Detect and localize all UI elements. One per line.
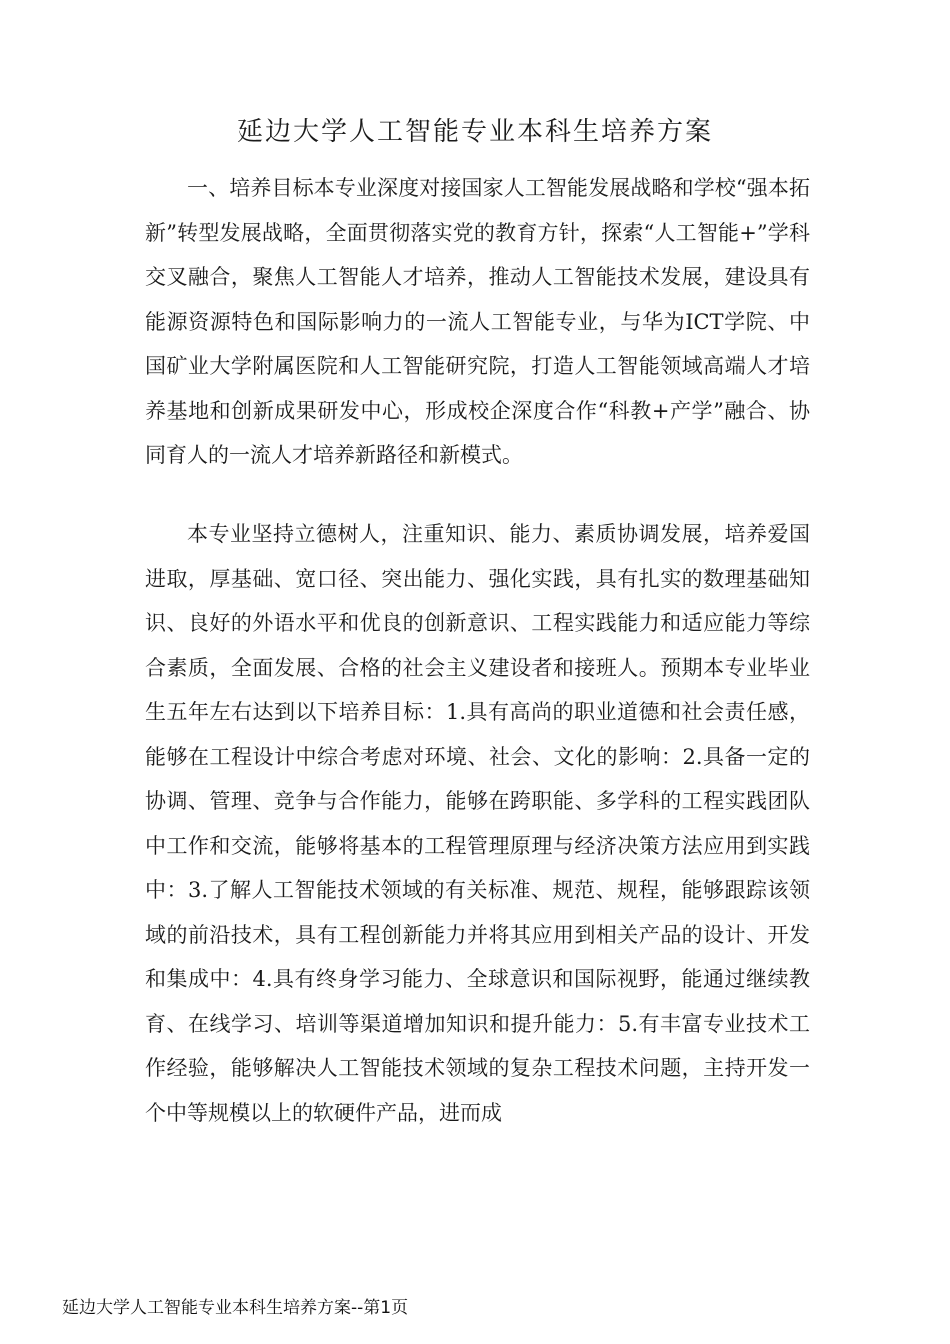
paragraph-training-goals: 一、培养目标本专业深度对接国家人工智能发展战略和学校“强本拓新”转型发展战略，全面贯彻落实党的教育方针，探索“人工智能+”学科交叉融合，聚焦人工智能人才培养，推动人工智能技术发展，建设具有能源资源特色和国际影响力的一流人工智能专业，与华为ICT学院、中国矿业大学附属医院和人工智能研究院，打造人工智能领域高端人才培养基地和创新成果研发中心，形成校企深度合作“科教+产学”融合、协同育人的一流人才培养新路径和新模式。 [145, 176, 810, 467]
page-footer: 延边大学人工智能专业本科生培养方案--第1页 [62, 1298, 409, 1318]
paragraph-graduate-objectives: 本专业坚持立德树人，注重知识、能力、素质协调发展，培养爱国进取，厚基础、宽口径、突出能力、强化实践，具有扎实的数理基础知识、良好的外语水平和优良的创新意识、工程实践能力和适应能力等综合素质，全面发展、合格的社会主义建设者和接班人。预期本专业毕业生五年左右达到以下培养目标：1.具有高尚的职业道德和社会责任感，能够在工程设计中综合考虑对环境、社会、文化的影响：2.具备一定的协调、管理、竞争与合作能力，能够在跨职能、多学科的工程实践团队中工作和交流，能够将基本的工程管理原理与经济决策方法应用到实践中：3.了解人工智能技术领域的有关标准、规范、规程，能够跟踪该领域的前沿技术，具有工程创新能力并将其应用到相关产品的设计、开发和集成中：4.具有终身学习能力、全球意识和国际视野，能通过继续教育、在线学习、培训等渠道增加知识和提升能力：5.有丰富专业技术工作经验，能够解决人工智能技术领域的复杂工程技术问题，主持开发一个中等规模以上的软硬件产品，进而成 [145, 522, 810, 1125]
document-title: 延边大学人工智能专业本科生培养方案 [236, 117, 713, 147]
